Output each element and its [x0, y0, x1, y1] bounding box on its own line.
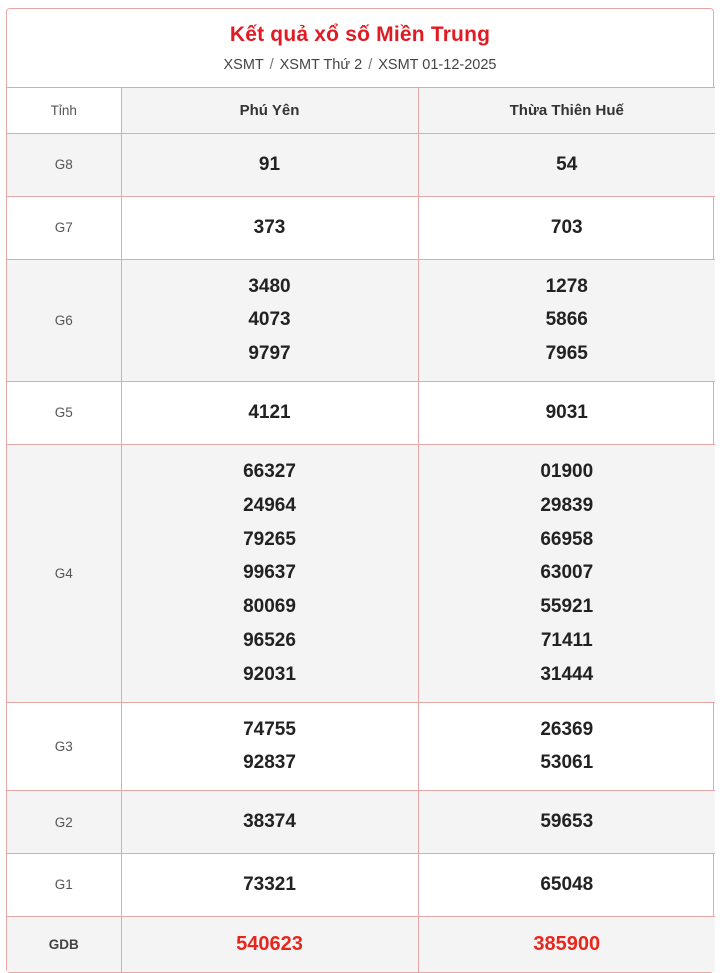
prize-label: G5	[7, 382, 121, 445]
table-header	[7, 88, 715, 134]
table-row	[7, 854, 715, 917]
column-header-thua-thien-hue: Thừa Thiên Huế	[418, 88, 715, 134]
result-number: 31444	[540, 663, 594, 685]
result-number: 99637	[243, 562, 296, 584]
result-number: 4073	[248, 309, 291, 331]
result-number: 38374	[243, 811, 296, 833]
result-cell-thua-thien-hue	[418, 916, 715, 972]
result-cell-phu-yen	[121, 259, 418, 381]
result-number: 540623	[236, 932, 303, 955]
result-number: 385900	[533, 932, 601, 955]
table-row	[7, 134, 715, 197]
result-number: 373	[253, 216, 286, 238]
table-row	[7, 259, 715, 381]
result-cell-thua-thien-hue	[418, 134, 715, 197]
result-cell-thua-thien-hue	[418, 854, 715, 917]
result-cell-thua-thien-hue	[418, 444, 715, 702]
lottery-result-card	[6, 8, 714, 973]
result-cell-phu-yen	[121, 854, 418, 917]
prize-label: G6	[7, 259, 121, 381]
result-cell-phu-yen	[121, 791, 418, 854]
result-cell-phu-yen	[121, 702, 418, 791]
result-number: 65048	[540, 874, 594, 895]
result-number: 703	[550, 216, 583, 238]
result-number: 4121	[248, 402, 291, 424]
result-number: 66958	[540, 528, 594, 550]
prize-label: G8	[7, 134, 121, 197]
result-number: 7965	[545, 343, 588, 365]
prize-label: G1	[7, 854, 121, 917]
result-number: 24964	[243, 494, 296, 516]
breadcrumb-separator-1: /	[269, 57, 274, 73]
result-number: 9031	[545, 402, 588, 424]
result-number: 5866	[545, 309, 588, 331]
result-cell-thua-thien-hue	[418, 702, 715, 791]
page-title: Kết quả xổ số Miền Trung	[229, 23, 491, 46]
result-number: 74755	[243, 718, 296, 740]
result-number: 91	[258, 154, 281, 175]
table-header-row	[7, 88, 715, 134]
breadcrumb-region[interactable]: XSMT	[223, 57, 264, 73]
results-table	[7, 87, 715, 972]
prize-label: G3	[7, 702, 121, 791]
result-number: 66327	[243, 460, 296, 482]
result-number: 73321	[243, 874, 296, 895]
column-header-phu-yen: Phú Yên	[121, 88, 418, 134]
result-cell-phu-yen	[121, 916, 418, 972]
table-row	[7, 916, 715, 972]
result-number: 80069	[243, 596, 296, 618]
column-header-province: Tỉnh	[7, 88, 121, 134]
result-cell-thua-thien-hue	[418, 259, 715, 381]
result-number: 3480	[248, 275, 291, 297]
prize-label: G2	[7, 791, 121, 854]
result-number: 92837	[243, 752, 296, 774]
result-number: 01900	[540, 460, 594, 482]
result-cell-thua-thien-hue	[418, 791, 715, 854]
breadcrumb	[7, 47, 713, 87]
result-cell-phu-yen	[121, 134, 418, 197]
table-row	[7, 702, 715, 791]
result-number: 55921	[540, 596, 594, 618]
table-body	[7, 134, 715, 973]
result-cell-phu-yen	[121, 196, 418, 259]
result-number: 59653	[540, 811, 594, 833]
result-number: 92031	[243, 663, 296, 685]
table-row	[7, 382, 715, 445]
result-number: 71411	[540, 629, 593, 651]
prize-label: G7	[7, 196, 121, 259]
result-number: 26369	[540, 718, 594, 740]
breadcrumb-separator-2: /	[368, 57, 373, 73]
result-cell-thua-thien-hue	[418, 196, 715, 259]
breadcrumb-date[interactable]: XSMT 01-12-2025	[378, 57, 497, 73]
table-row	[7, 791, 715, 854]
result-cell-thua-thien-hue	[418, 382, 715, 445]
result-number: 54	[556, 154, 578, 175]
prize-label: GDB	[7, 916, 121, 972]
breadcrumb-weekday[interactable]: XSMT Thứ 2	[279, 57, 363, 73]
result-number: 29839	[540, 494, 594, 516]
prize-label: G4	[7, 444, 121, 702]
result-number: 96526	[243, 629, 296, 651]
result-cell-phu-yen	[121, 382, 418, 445]
result-number: 63007	[540, 562, 594, 584]
result-number: 1278	[545, 275, 588, 297]
result-cell-phu-yen	[121, 444, 418, 702]
result-number: 79265	[243, 528, 296, 550]
table-row	[7, 196, 715, 259]
result-number: 53061	[540, 752, 594, 774]
table-row	[7, 444, 715, 702]
result-number: 9797	[248, 343, 291, 365]
